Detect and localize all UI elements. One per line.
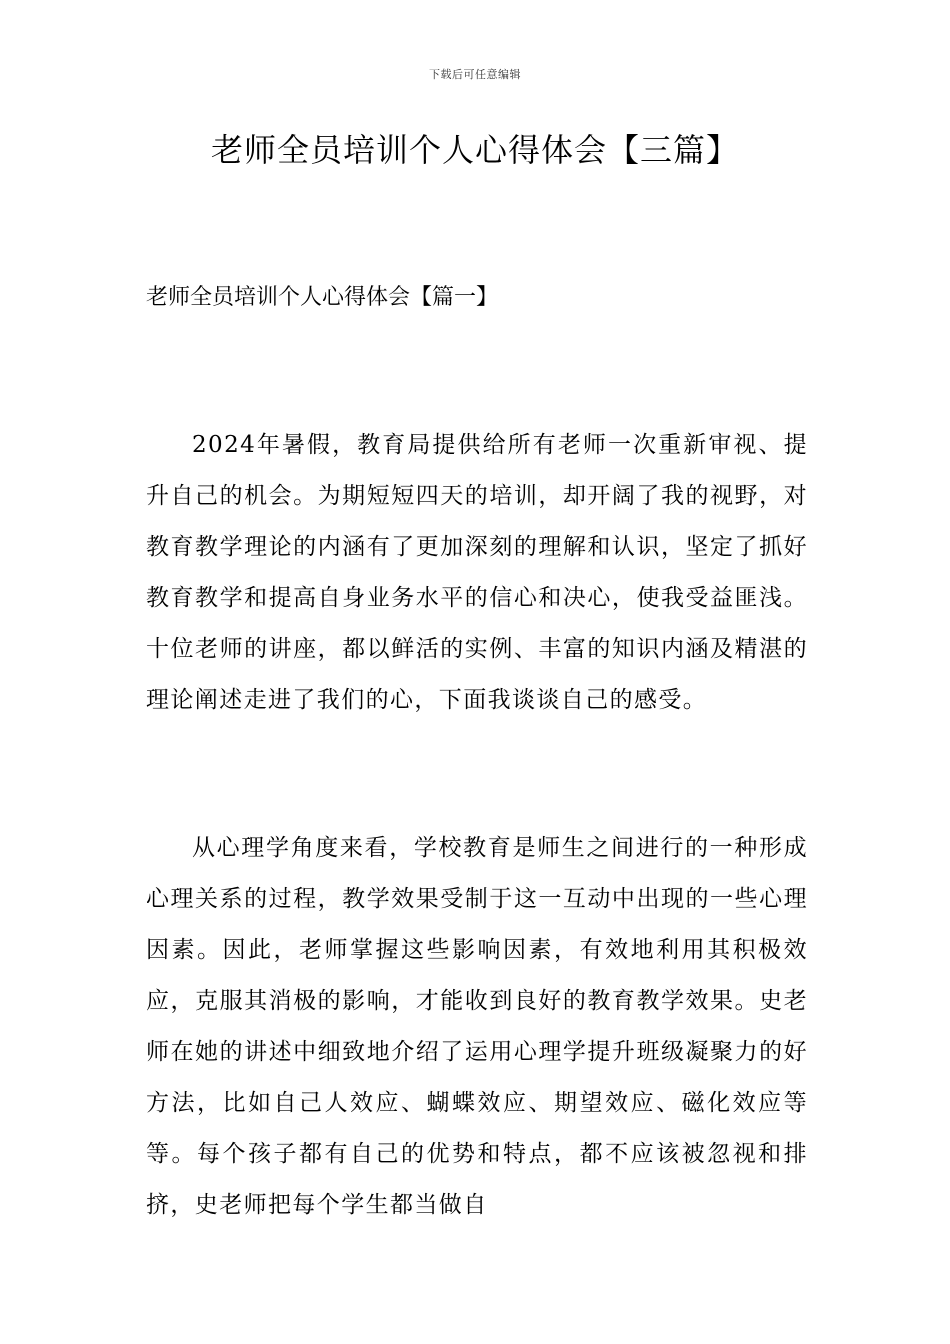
header-note: 下载后可任意编辑 xyxy=(429,68,521,81)
paragraph-1: 2024年暑假，教育局提供给所有老师一次重新审视、提升自己的机会。为期短短四天的培训，却开阔了我的视野，对教育教学理论的内涵有了更加深刻的理解和认识，坚定了抓好教育教学和提高自身业务水平的信心和决心，使我受益匪浅。十位老师的讲座，都以鲜活的实例、丰富的知识内涵及精湛的理论阐述走进了我们的心，下面我谈谈自己的感受。 xyxy=(146,432,808,713)
paragraph-2: 从心理学角度来看，学校教育是师生之间进行的一种形成心理关系的过程，教学效果受制于这一互动中出现的一些心理因素。因此，老师掌握这些影响因素，有效地利用其积极效应，克服其消极的影响，才能收到良好的教育教学效果。史老师在她的讲述中细致地介绍了运用心理学提升班级凝聚力的好方法，比如自己人效应、蝴蝶效应、期望效应、磁化效应等等。每个孩子都有自己的优势和特点，都不应该被忽视和排挤，史老师把每个学生都当做自 xyxy=(146,835,808,1218)
document-title: 老师全员培训个人心得体会【三篇】 xyxy=(210,131,739,169)
section-heading: 老师全员培训个人心得体会【篇一】 xyxy=(146,285,499,310)
